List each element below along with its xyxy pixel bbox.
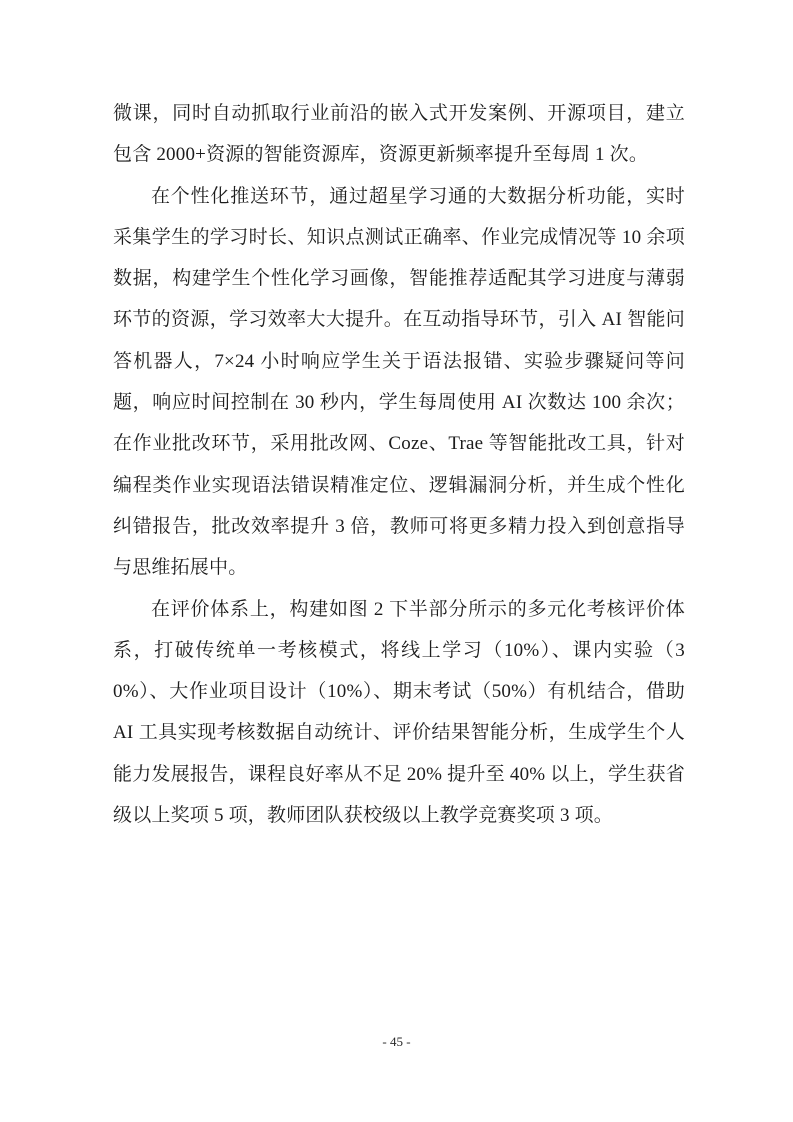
- paragraph: 在评价体系上，构建如图 2 下半部分所示的多元化考核评价体系，打破传统单一考核模式，将线上学习（10%）、课内实验（30%）、大作业项目设计（10%）、期末考试（50%）有机结合，借助 AI 工具实现考核数据自动统计、评价结果智能分析，生成学生个人能力发展报告，课程良好率从不足 20% 提升至 40% 以上，学生获省级以上奖项 5 项，教师团队获校级以上教学竞赛奖项 3 项。: [113, 598, 685, 827]
- paragraph: 微课，同时自动抓取行业前沿的嵌入式开发案例、开源项目，建立包含 2000+资源的智能资源库，资源更新频率提升至每周 1 次。: [113, 103, 685, 166]
- paragraph: 在个性化推送环节，通过超星学习通的大数据分析功能，实时采集学生的学习时长、知识点测试正确率、作业完成情况等 10 余项数据，构建学生个性化学习画像，智能推荐适配其学习进度与薄弱环节的资源，学习效率大大提升。在互动指导环节，引入 AI 智能问答机器人，7×24 小时响应学生关于语法报错、实验步骤疑问等问题，响应时间控制在 30 秒内，学生每周使用 AI 次数达 100 余次；在作业批改环节，采用批改网、Coze、Trae 等智能批改工具，针对编程类作业实现语法错误精准定位、逻辑漏洞分析，并生成个性化纠错报告，批改效率提升 3 倍，教师可将更多精力投入到创意指导与思维拓展中。: [113, 185, 685, 579]
- page-number: - 45 -: [382, 1034, 411, 1049]
- body-text: [113, 93, 685, 836]
